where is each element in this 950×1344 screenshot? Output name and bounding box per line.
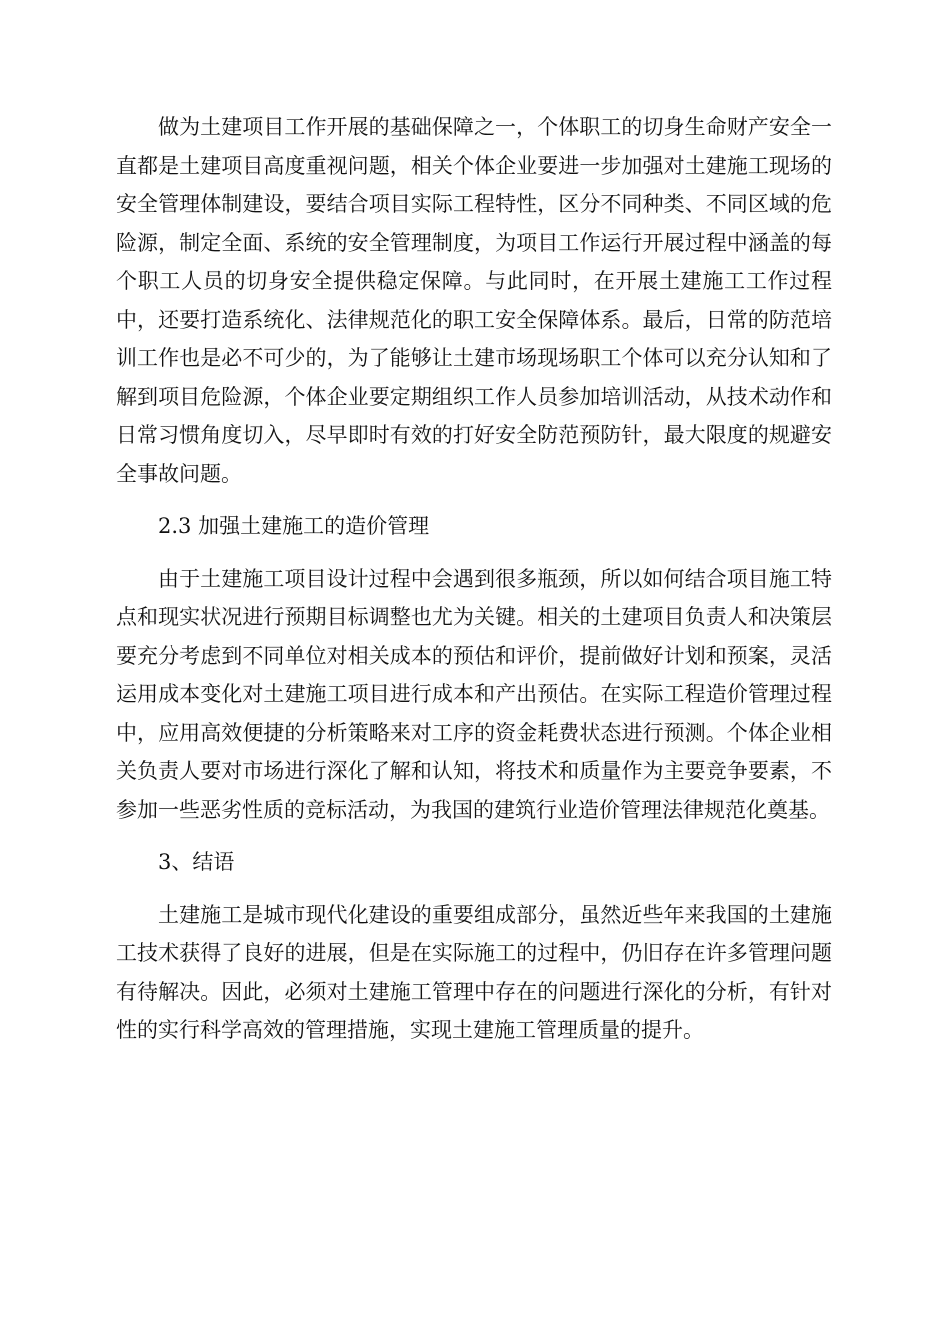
paragraph-spacer xyxy=(116,882,832,896)
document-body xyxy=(116,108,832,1050)
section-heading-conclusion: 3、结语 xyxy=(158,850,235,874)
paragraph-spacer xyxy=(116,829,832,843)
section-heading-cost-management: 2.3 加强土建施工的造价管理 xyxy=(158,514,430,538)
paragraph-safety-management: 做为土建项目工作开展的基础保障之一，个体职工的切身生命财产安全一直都是土建项目高度重视问题，相关个体企业要进一步加强对土建施工现场的安全管理体制建设，要结合项目实际工程特性，区分不同种类、不同区域的危险源，制定全面、系统的安全管理制度，为项目工作运行开展过程中涵盖的每个职工人员的切身安全提供稳定保障。与此同时，在开展土建施工工作过程中，还要打造系统化、法律规范化的职工安全保障体系。最后，日常的防范培训工作也是必不可少的，为了能够让土建市场现场职工个体可以充分认知和了解到项目危险源，个体企业要定期组织工作人员参加培训活动，从技术动作和日常习惯角度切入，尽早即时有效的打好安全防范预防针，最大限度的规避安全事故问题。 xyxy=(116,115,832,486)
paragraph-spacer xyxy=(116,493,832,507)
paragraph-conclusion: 土建施工是城市现代化建设的重要组成部分，虽然近些年来我国的土建施工技术获得了良好的进展，但是在实际施工的过程中，仍旧存在许多管理问题有待解决。因此，必须对土建施工管理中存在的问题进行深化的分析，有针对性的实行科学高效的管理措施，实现土建施工管理质量的提升。 xyxy=(116,902,832,1042)
paragraph-cost-management: 由于土建施工项目设计过程中会遇到很多瓶颈，所以如何结合项目施工特点和现实状况进行预期目标调整也尤为关键。相关的土建项目负责人和决策层要充分考虑到不同单位对相关成本的预估和评价，提前做好计划和预案，灵活运用成本变化对土建施工项目进行成本和产出预估。在实际工程造价管理过程中，应用高效便捷的分析策略来对工序的资金耗费状态进行预测。个体企业相关负责人要对市场进行深化了解和认知，将技术和质量作为主要竞争要素，不参加一些恶劣性质的竞标活动，为我国的建筑行业造价管理法律规范化奠基。 xyxy=(116,566,832,822)
paragraph-spacer xyxy=(116,546,832,560)
